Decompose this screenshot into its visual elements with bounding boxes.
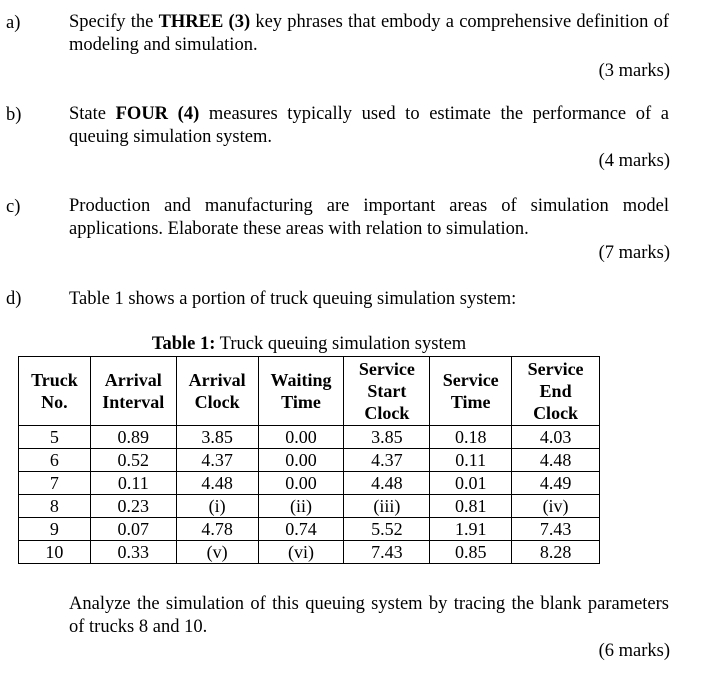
table-cell: 0.11 [90, 472, 176, 495]
table-cell: 0.07 [90, 518, 176, 541]
question-a-marks: (3 marks) [598, 61, 670, 81]
table-cell: 0.00 [258, 449, 344, 472]
table-cell: 4.37 [344, 449, 430, 472]
table-cell: 0.52 [90, 449, 176, 472]
table-cell: 8.28 [512, 541, 600, 564]
question-c-marks: (7 marks) [598, 243, 670, 263]
table-cell: (vi) [258, 541, 344, 564]
table-cell: 0.18 [430, 426, 512, 449]
question-a-text: Specify the THREE (3) key phrases that embody a comprehensive definition of modeling and simulation. [69, 12, 669, 55]
table-cell: 10 [19, 541, 91, 564]
table-cell: 0.74 [258, 518, 344, 541]
table-cell: (iii) [344, 495, 430, 518]
table-cell: 5 [19, 426, 91, 449]
table-cell: 3.85 [176, 426, 258, 449]
question-b-text: State FOUR (4) measures typically used to estimate the performance of a queuing simulation system. [69, 104, 670, 147]
question-b-marks: (4 marks) [598, 151, 670, 171]
table-cell: 0.01 [430, 472, 512, 495]
question-d-letter: d) [6, 289, 22, 309]
table-row [19, 472, 600, 495]
table-cell: 4.78 [176, 518, 258, 541]
table-caption: Table 1: Truck queuing simulation system [151, 334, 467, 354]
table-row [19, 518, 600, 541]
header-truck-no: Truck No. [19, 357, 91, 426]
table-cell: 7.43 [344, 541, 430, 564]
header-service-end-clock: Service End Clock [512, 357, 600, 426]
table-cell: 0.00 [258, 426, 344, 449]
table-cell: 7.43 [512, 518, 600, 541]
table-cell: 1.91 [430, 518, 512, 541]
table-cell: 3.85 [344, 426, 430, 449]
table-cell: 6 [19, 449, 91, 472]
question-d-text: Table 1 shows a portion of truck queuing simulation system: [69, 289, 517, 309]
table-cell: 0.33 [90, 541, 176, 564]
question-c-text: Production and manufacturing are important areas of simulation model applications. Elaborate these areas with relation to simulation. [69, 196, 669, 239]
table-cell: 0.89 [90, 426, 176, 449]
table-cell: 5.52 [344, 518, 430, 541]
table-row [19, 541, 600, 564]
question-d-marks: (6 marks) [598, 641, 670, 661]
table-cell: 7 [19, 472, 91, 495]
question-a-letter: a) [6, 13, 21, 33]
table-cell: 0.81 [430, 495, 512, 518]
header-service-start-clock: Service Start Clock [344, 357, 430, 426]
table-cell: (ii) [258, 495, 344, 518]
table-cell: 9 [19, 518, 91, 541]
table-cell: 0.23 [90, 495, 176, 518]
table-cell: 4.48 [512, 449, 600, 472]
question-c-letter: c) [6, 197, 21, 217]
table-header-row [19, 357, 600, 426]
table-cell: 4.37 [176, 449, 258, 472]
table-cell: (v) [176, 541, 258, 564]
table-row [19, 449, 600, 472]
table-cell: 4.03 [512, 426, 600, 449]
table-cell: (iv) [512, 495, 600, 518]
table-cell: 0.11 [430, 449, 512, 472]
header-waiting-time: Waiting Time [258, 357, 344, 426]
question-b-letter: b) [6, 105, 22, 125]
table-cell: (i) [176, 495, 258, 518]
question-d-followup-text: Analyze the simulation of this queuing system by tracing the blank parameters of trucks 8 and 10. [69, 594, 669, 637]
header-service-time: Service Time [430, 357, 512, 426]
table-cell: 4.48 [176, 472, 258, 495]
header-arrival-clock: Arrival Clock [176, 357, 258, 426]
table-cell: 4.48 [344, 472, 430, 495]
table-cell: 0.00 [258, 472, 344, 495]
table-cell: 0.85 [430, 541, 512, 564]
table-cell: 4.49 [512, 472, 600, 495]
table-row [19, 426, 600, 449]
truck-queue-table [18, 356, 600, 564]
header-arrival-interval: Arrival Interval [90, 357, 176, 426]
table-row [19, 495, 600, 518]
table-cell: 8 [19, 495, 91, 518]
